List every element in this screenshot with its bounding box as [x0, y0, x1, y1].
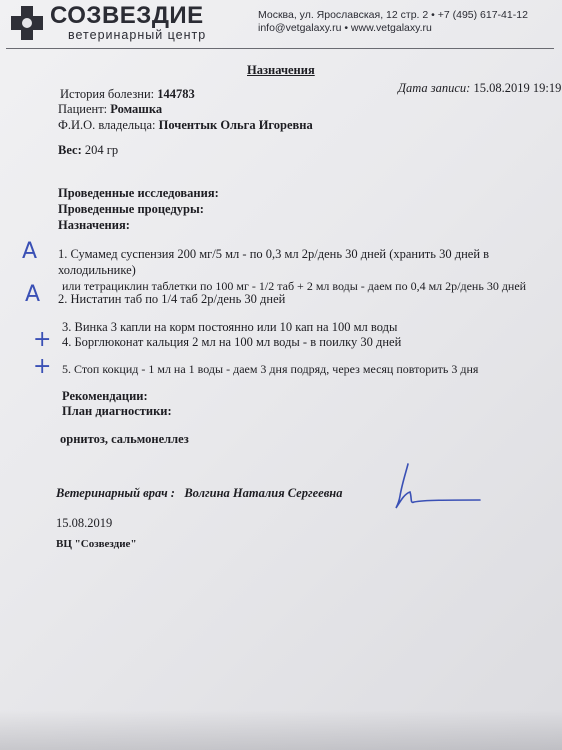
prescription-4: 4. Борглюконат кальция 2 мл на 100 мл воды - в поилку 30 дней	[62, 335, 402, 349]
patient-row	[58, 102, 162, 117]
handwritten-mark-plus: +	[33, 354, 52, 379]
owner-row	[58, 118, 313, 133]
procedures-heading: Проведенные процедуры:	[58, 202, 204, 216]
record-date	[398, 81, 561, 96]
prescription-1-alt: или тетрациклин таблетки по 100 мг - 1/2 таб + 2 мл воды - даем по 0,4 мл 2р/день 30 дней	[62, 279, 527, 293]
weight-row	[58, 143, 118, 158]
prescription-5: 5. Стоп кокцид - 1 мл на 1 воды - даем 3 дня подряд, через месяц повторить 3 дня	[62, 362, 479, 376]
page-title: Назначения	[247, 63, 315, 77]
doctor-row	[56, 486, 342, 501]
recommendations-heading: Рекомендации:	[62, 389, 148, 403]
cross-logo-icon	[10, 4, 44, 42]
doctor-name: Волгина Наталия Сергеевна	[184, 486, 343, 500]
prescription-1-cont: холодильнике)	[58, 263, 136, 277]
header-divider	[6, 48, 554, 49]
clinic-email-site: info@vetgalaxy.ru • www.vetgalaxy.ru	[258, 22, 432, 34]
weight-value: 204 гр	[84, 143, 119, 157]
record-date-value: 15.08.2019 19:19	[473, 81, 562, 95]
handwritten-mark-plus: +	[33, 327, 52, 352]
history-label: История болезни:	[60, 87, 155, 101]
prescriptions-heading: Назначения:	[58, 218, 130, 232]
owner-name: Почентык Ольга Игоревна	[158, 118, 313, 132]
prescription-3: 3. Винка 3 капли на корм постоянно или 10 кап на 100 мл воды	[62, 320, 398, 334]
diagnostics-heading: План диагностики:	[62, 404, 172, 418]
signature	[388, 458, 484, 512]
prescription-2: 2. Нистатин таб по 1/4 таб 2р/день 30 дней	[58, 292, 286, 306]
history-row	[60, 87, 195, 102]
handwritten-mark-a: A	[22, 239, 38, 264]
history-number: 144783	[157, 87, 195, 101]
patient-label: Пациент:	[58, 102, 108, 116]
doctor-label: Ветеринарный врач :	[56, 486, 175, 500]
clinic-stamp-name: ВЦ "Созвездие"	[56, 538, 137, 550]
weight-label: Вес:	[58, 143, 82, 157]
handwritten-mark-a: A	[25, 282, 41, 307]
clinic-subtitle: ветеринарный центр	[68, 28, 207, 42]
clinic-logo	[10, 2, 240, 46]
clinic-address: Москва, ул. Ярославская, 12 стр. 2 • +7 (495) 617-41-12	[258, 9, 528, 21]
prescription-1: 1. Сумамед суспензия 200 мг/5 мл - по 0,3 мл 2р/день 30 дней (хранить 30 дней в	[58, 247, 490, 261]
patient-name: Ромашка	[110, 102, 163, 116]
record-date-label: Дата записи:	[398, 81, 471, 95]
studies-heading: Проведенные исследования:	[58, 186, 219, 200]
clinic-brand: СОЗВЕЗДИЕ	[50, 2, 204, 29]
owner-label: Ф.И.О. владельца:	[58, 118, 156, 132]
diagnosis: орнитоз, сальмонеллез	[60, 432, 189, 446]
document-date: 15.08.2019	[56, 516, 113, 530]
clinic-contacts	[258, 9, 558, 35]
